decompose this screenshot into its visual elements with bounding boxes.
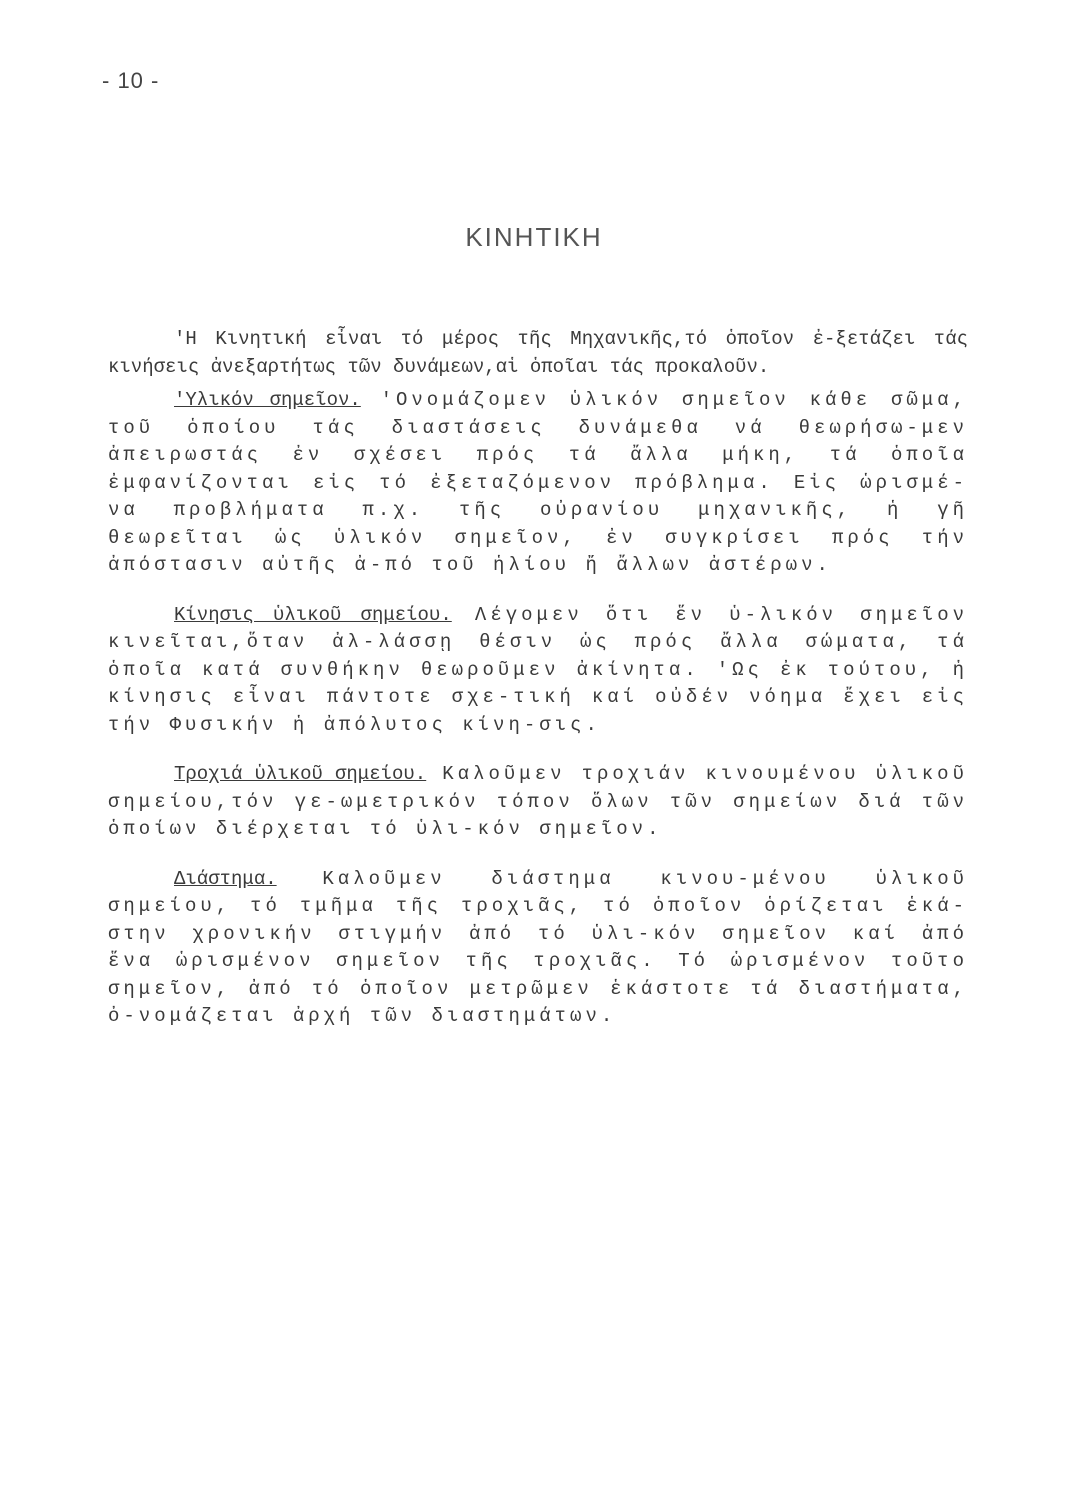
document-body <box>108 326 968 1031</box>
section-heading: 'Υλικόν σημεῖον. <box>174 389 361 411</box>
intro-paragraph: 'Η Κινητική εἶναι τό μέρος τῆς Μηχανικῆς,τό ὁποῖον ἐ-ξετάζει τάς κινήσεις ἀνεξαρτήτως τῶν δυνάμεων,αἱ ὁποῖαι τάς προκαλοῦν. <box>108 328 968 378</box>
section-material-point <box>108 387 968 580</box>
section-heading: Τροχιά ὑλικοῦ σημείου. <box>174 763 427 785</box>
section-text: Καλοῦμεν διάστημα κινου-μένου ὑλικοῦ σημείου, τό τμῆμα τῆς τροχιᾶς, τό ὁποῖον ὁρίζεται ἑκά-στην χρονικήν στιγμήν ἀπό τό ὑλι-κόν σημεῖον καί ἀπό ἕνα ὡρισμένον σημεῖον τῆς τροχιᾶς. Τό ὡρισμένον τοῦτο σημεῖον, ἀπό τό ὁποῖον μετρῶμεν ἑκάστοτε τά διαστήματα, ὀ-νομάζεται ἀρχή τῶν διαστημάτων. <box>108 867 968 1027</box>
section-distance <box>108 866 968 1031</box>
section-text: Καλοῦμεν τροχιάν κινουμένου ὑλικοῦ σημείου,τόν γε-ωμετρικόν τόπον ὅλων τῶν σημείων διά τῶν ὁποίων διέρχεται τό ὑλι-κόν σημεῖον. <box>108 763 968 840</box>
page-title: ΚΙΝΗΤΙΚΗ <box>465 222 603 252</box>
section-trajectory <box>108 761 968 844</box>
section-heading: Διάστημα. <box>174 867 277 890</box>
section-heading: Κίνησις ὑλικοῦ σημείου. <box>174 603 452 626</box>
section-motion <box>108 602 968 740</box>
section-text: Λέγομεν ὅτι ἕν ὑ-λικόν σημεῖον κινεῖται,ὅταν ἀλ-λάσσῃ θέσιν ὡς πρός ἄλλα σώματα, τά ὁποῖα κατά συνθήκην θεωροῦμεν ἀκίνητα. 'Ως ἐκ τούτου, ἡ κίνησις εἶναι πάντοτε σχε-τική καί οὐδέν νόημα ἔχει εἰς τήν Φυσικήν ἡ ἀπόλυτος κίνη-σις. <box>108 603 968 736</box>
page-number: - 10 - <box>102 68 160 93</box>
section-text: 'Ονομάζομεν ὑλικόν σημεῖον κάθε σῶμα, τοῦ ὁποίου τάς διαστάσεις δυνάμεθα νά θεωρήσω-μεν ἀπειρωστάς ἐν σχέσει πρός τά ἄλλα μήκη, τά ὁποῖα ἐμφανίζονται εἰς τό ἐξεταζόμενον πρόβλημα. Εἰς ὡρισμέ-να προβλήματα π.χ. τῆς οὐρανίου μηχανικῆς, ἡ γῆ θεωρεῖται ὡς ὑλικόν σημεῖον, ἐν συγκρίσει πρός τήν ἀπόστασιν αὐτῆς ἀ-πό τοῦ ἡλίου ἤ ἄλλων ἀστέρων. <box>108 389 968 576</box>
